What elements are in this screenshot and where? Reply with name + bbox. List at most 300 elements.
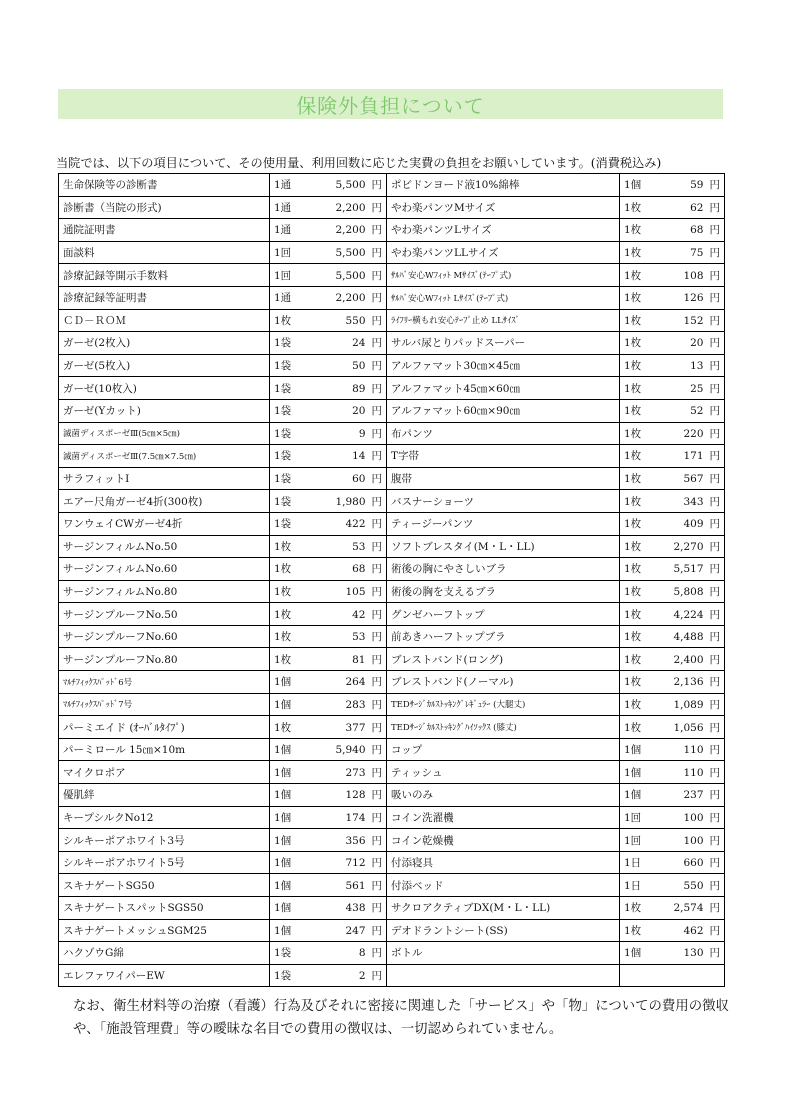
left-item-name: 面談料	[59, 241, 270, 264]
table-row	[59, 467, 725, 490]
left-item-price	[318, 490, 387, 513]
yen-label: 円	[709, 179, 720, 192]
price-value: 42	[352, 608, 366, 621]
right-item-name: ブレストバンド(ロング)	[387, 648, 620, 671]
price-value: 422	[345, 518, 366, 531]
right-item-name: TEDｻｰｼﾞｶﾙｽﾄｯｷﾝｸﾞﾊｲｿｯｸｽ (膝丈)	[387, 716, 620, 739]
price-value: 8	[358, 947, 366, 960]
price-value: 50	[352, 360, 366, 373]
table-row	[59, 897, 725, 920]
price-value: 53	[352, 540, 366, 553]
left-item-name: パーミロール 15㎝×10m	[59, 738, 270, 761]
left-item-name: スキナゲートスパットSGS50	[59, 897, 270, 920]
right-item-price	[664, 942, 725, 965]
yen-label: 円	[371, 811, 382, 824]
right-item-price	[664, 512, 725, 535]
price-value: 550	[345, 314, 366, 327]
right-item-name: ｻﾙﾊﾞ安心Wﾌｨｯﾄ Lｻｲｽﾞ(ﾃｰﾌﾟ式)	[387, 286, 620, 309]
left-item-unit: 1枚	[270, 580, 318, 603]
yen-label: 円	[709, 314, 720, 327]
yen-label: 円	[709, 811, 720, 824]
table-row	[59, 286, 725, 309]
price-value: 283	[345, 698, 366, 711]
left-item-price	[318, 603, 387, 626]
right-item-unit: 1枚	[620, 422, 664, 445]
left-item-unit: 1袋	[270, 490, 318, 513]
table-row	[59, 784, 725, 807]
right-item-unit: 1枚	[620, 671, 664, 694]
table-row	[59, 580, 725, 603]
right-item-name: ポビドンヨード液10%綿棒	[387, 174, 620, 197]
right-item-price	[664, 422, 725, 445]
right-item-name: バスナーショーツ	[387, 490, 620, 513]
right-item-unit: 1回	[620, 829, 664, 852]
left-item-name: 生命保険等の診断書	[59, 174, 270, 197]
left-item-unit: 1個	[270, 761, 318, 784]
left-item-name: スキナゲートメッシュSGM25	[59, 919, 270, 942]
yen-label: 円	[371, 473, 382, 486]
left-item-unit: 1個	[270, 738, 318, 761]
table-row	[59, 851, 725, 874]
right-item-name: 布パンツ	[387, 422, 620, 445]
yen-label: 円	[709, 540, 720, 553]
right-item-unit: 1枚	[620, 490, 664, 513]
left-item-name: ＣＤ－ＲＯＭ	[59, 309, 270, 332]
right-item-unit: 1個	[620, 738, 664, 761]
price-value: 14	[352, 450, 366, 463]
yen-label: 円	[709, 766, 720, 779]
left-item-name: ガーゼ(5枚入)	[59, 354, 270, 377]
right-item-name	[387, 964, 620, 987]
yen-label: 円	[709, 518, 720, 531]
right-item-name: 付添寝具	[387, 851, 620, 874]
left-item-name: サージンプルーフNo.50	[59, 603, 270, 626]
right-item-name: 前あきハーフトップブラ	[387, 625, 620, 648]
right-item-unit: 1枚	[620, 286, 664, 309]
left-item-unit: 1枚	[270, 716, 318, 739]
right-item-price	[664, 535, 725, 558]
right-item-unit: 1回	[620, 806, 664, 829]
price-value: 5,500	[335, 269, 366, 282]
yen-label: 円	[371, 902, 382, 915]
left-item-name: ワンウェイCWガーゼ4折	[59, 512, 270, 535]
price-value: 2,574	[673, 902, 704, 915]
yen-label: 円	[371, 292, 382, 305]
price-value: 2	[358, 970, 366, 983]
yen-label: 円	[371, 427, 382, 440]
left-item-price	[318, 738, 387, 761]
left-item-price	[318, 377, 387, 400]
price-value: 174	[345, 811, 366, 824]
yen-label: 円	[371, 360, 382, 373]
left-item-unit: 1枚	[270, 625, 318, 648]
price-value: 52	[690, 405, 704, 418]
yen-label: 円	[709, 473, 720, 486]
right-item-name: 吸いのみ	[387, 784, 620, 807]
left-item-name: ガーゼ(Yカット)	[59, 399, 270, 422]
table-row	[59, 919, 725, 942]
right-item-price	[664, 851, 725, 874]
left-item-price	[318, 580, 387, 603]
yen-label: 円	[371, 540, 382, 553]
right-item-name: ティッシュ	[387, 761, 620, 784]
left-item-unit: 1個	[270, 874, 318, 897]
left-item-unit: 1袋	[270, 512, 318, 535]
right-item-unit: 1枚	[620, 603, 664, 626]
price-value: 100	[683, 811, 704, 824]
right-item-name: 術後の胸にやさしいブラ	[387, 558, 620, 581]
table-row	[59, 558, 725, 581]
yen-label: 円	[371, 224, 382, 237]
yen-label: 円	[709, 405, 720, 418]
yen-label: 円	[709, 676, 720, 689]
fee-table	[58, 173, 725, 987]
right-item-name: 術後の胸を支えるブラ	[387, 580, 620, 603]
price-value: 128	[345, 789, 366, 802]
left-item-price	[318, 399, 387, 422]
table-row	[59, 829, 725, 852]
left-item-name: 優肌絆	[59, 784, 270, 807]
right-item-price	[664, 309, 725, 332]
left-item-unit: 1個	[270, 784, 318, 807]
right-item-price	[664, 784, 725, 807]
table-row	[59, 738, 725, 761]
yen-label: 円	[371, 405, 382, 418]
price-value: 220	[683, 427, 704, 440]
price-value: 712	[345, 857, 366, 870]
left-item-price	[318, 535, 387, 558]
left-item-unit: 1個	[270, 829, 318, 852]
right-item-price	[664, 738, 725, 761]
yen-label: 円	[709, 450, 720, 463]
left-item-unit: 1個	[270, 671, 318, 694]
price-value: 130	[683, 947, 704, 960]
right-item-unit: 1枚	[620, 648, 664, 671]
price-value: 9	[358, 427, 366, 440]
table-row	[59, 309, 725, 332]
right-item-price	[664, 874, 725, 897]
right-item-unit: 1枚	[620, 354, 664, 377]
right-item-unit: 1個	[620, 784, 664, 807]
intro-text: 当院では、以下の項目について、その使用量、利用回数に応じた実費の負担をお願いしています。(消費税込み)	[56, 156, 662, 170]
yen-label: 円	[709, 879, 720, 892]
yen-label: 円	[371, 495, 382, 508]
right-item-price	[664, 716, 725, 739]
price-value: 2,200	[335, 292, 366, 305]
price-value: 1,089	[673, 698, 704, 711]
left-item-unit: 1枚	[270, 603, 318, 626]
right-item-unit: 1枚	[620, 219, 664, 242]
left-item-name: スキナゲートSG50	[59, 874, 270, 897]
right-item-name: ﾗｲﾌﾘｰ横もれ安心ﾃｰﾌﾟ止め LLｻｲｽﾞ	[387, 309, 620, 332]
yen-label: 円	[709, 224, 720, 237]
table-row	[59, 625, 725, 648]
right-item-unit: 1枚	[620, 512, 664, 535]
yen-label: 円	[709, 201, 720, 214]
table-row	[59, 964, 725, 987]
yen-label: 円	[371, 766, 382, 779]
price-value: 660	[683, 857, 704, 870]
right-item-name: ボトル	[387, 942, 620, 965]
yen-label: 円	[371, 382, 382, 395]
right-item-price	[664, 490, 725, 513]
table-row	[59, 671, 725, 694]
left-item-price	[318, 558, 387, 581]
price-value: 5,808	[673, 585, 704, 598]
yen-label: 円	[371, 970, 382, 983]
left-item-name: ガーゼ(2枚入)	[59, 332, 270, 355]
left-item-unit: 1枚	[270, 309, 318, 332]
yen-label: 円	[709, 744, 720, 757]
right-item-name: TEDｻｰｼﾞｶﾙｽﾄｯｷﾝｸﾞﾚｷﾞｭﾗｰ (大腿丈)	[387, 693, 620, 716]
yen-label: 円	[709, 608, 720, 621]
right-item-price	[664, 354, 725, 377]
left-item-price	[318, 467, 387, 490]
right-item-unit: 1枚	[620, 309, 664, 332]
yen-label: 円	[709, 292, 720, 305]
left-item-unit: 1枚	[270, 535, 318, 558]
left-item-price	[318, 264, 387, 287]
yen-label: 円	[371, 608, 382, 621]
left-item-unit: 1袋	[270, 422, 318, 445]
right-item-name: コイン洗濯機	[387, 806, 620, 829]
left-item-price	[318, 354, 387, 377]
right-item-price	[664, 829, 725, 852]
yen-label: 円	[371, 518, 382, 531]
left-item-unit: 1個	[270, 693, 318, 716]
price-value: 105	[345, 585, 366, 598]
page-title: 保険外負担について	[296, 93, 485, 118]
right-item-unit: 1枚	[620, 716, 664, 739]
left-item-price	[318, 286, 387, 309]
left-item-name: サラフィットⅠ	[59, 467, 270, 490]
table-row	[59, 422, 725, 445]
price-value: 171	[683, 450, 704, 463]
left-item-name: サージンフィルムNo.50	[59, 535, 270, 558]
price-value: 561	[345, 879, 366, 892]
yen-label: 円	[709, 653, 720, 666]
yen-label: 円	[709, 427, 720, 440]
table-row	[59, 377, 725, 400]
left-item-price	[318, 219, 387, 242]
left-item-name: ハクゾウG綿	[59, 942, 270, 965]
left-item-price	[318, 648, 387, 671]
right-item-unit: 1個	[620, 174, 664, 197]
left-item-name: キープシルクNo12	[59, 806, 270, 829]
price-value: 356	[345, 834, 366, 847]
right-item-price	[664, 241, 725, 264]
right-item-price	[664, 806, 725, 829]
left-item-unit: 1通	[270, 219, 318, 242]
price-value: 2,400	[673, 653, 704, 666]
yen-label: 円	[709, 495, 720, 508]
left-item-unit: 1通	[270, 196, 318, 219]
yen-label: 円	[709, 857, 720, 870]
right-item-price	[664, 897, 725, 920]
left-item-unit: 1袋	[270, 332, 318, 355]
right-item-unit: 1枚	[620, 897, 664, 920]
yen-label: 円	[371, 879, 382, 892]
price-value: 462	[683, 924, 704, 937]
right-item-name: コイン乾燥機	[387, 829, 620, 852]
right-item-price	[664, 671, 725, 694]
price-value: 273	[345, 766, 366, 779]
left-item-unit: 1袋	[270, 399, 318, 422]
left-item-name: シルキーポアホワイト5号	[59, 851, 270, 874]
table-row	[59, 399, 725, 422]
left-item-price	[318, 241, 387, 264]
right-item-name: ソフトブレスタイ(M・L・LL)	[387, 535, 620, 558]
left-item-unit: 1個	[270, 919, 318, 942]
right-item-unit: 1枚	[620, 264, 664, 287]
yen-label: 円	[709, 902, 720, 915]
yen-label: 円	[371, 744, 382, 757]
left-item-price	[318, 422, 387, 445]
yen-label: 円	[371, 676, 382, 689]
yen-label: 円	[371, 450, 382, 463]
left-item-name: サージンプルーフNo.60	[59, 625, 270, 648]
price-value: 68	[352, 563, 366, 576]
title-banner	[58, 89, 723, 119]
right-item-price	[664, 964, 725, 987]
left-item-name: サージンフィルムNo.80	[59, 580, 270, 603]
left-item-unit: 1通	[270, 286, 318, 309]
price-value: 20	[690, 337, 704, 350]
right-item-unit: 1日	[620, 874, 664, 897]
left-item-unit: 1袋	[270, 467, 318, 490]
right-item-name: やわ楽パンツMサイズ	[387, 196, 620, 219]
right-item-price	[664, 467, 725, 490]
left-item-price	[318, 919, 387, 942]
left-item-name: マイクロポア	[59, 761, 270, 784]
left-item-price	[318, 784, 387, 807]
left-item-name: 滅菌ディスポーゼⅢ(5㎝×5㎝)	[59, 422, 270, 445]
right-item-price	[664, 580, 725, 603]
right-item-price	[664, 399, 725, 422]
price-value: 81	[352, 653, 366, 666]
price-value: 1,980	[335, 495, 366, 508]
price-value: 4,488	[673, 631, 704, 644]
table-row	[59, 942, 725, 965]
table-row	[59, 196, 725, 219]
right-item-unit: 1枚	[620, 558, 664, 581]
left-item-unit: 1袋	[270, 445, 318, 468]
table-row	[59, 445, 725, 468]
right-item-name: やわ楽パンツLLサイズ	[387, 241, 620, 264]
left-item-price	[318, 806, 387, 829]
left-item-price	[318, 761, 387, 784]
right-item-unit: 1枚	[620, 241, 664, 264]
right-item-unit: 1枚	[620, 625, 664, 648]
price-value: 550	[683, 879, 704, 892]
price-value: 60	[352, 473, 366, 486]
right-item-price	[664, 286, 725, 309]
left-item-price	[318, 512, 387, 535]
yen-label: 円	[371, 563, 382, 576]
left-item-name: エレファワイパーEW	[59, 964, 270, 987]
right-item-name: アルファマット60㎝×90㎝	[387, 399, 620, 422]
yen-label: 円	[371, 653, 382, 666]
yen-label: 円	[709, 337, 720, 350]
yen-label: 円	[371, 247, 382, 260]
right-item-unit: 1枚	[620, 467, 664, 490]
left-item-unit: 1袋	[270, 377, 318, 400]
table-row	[59, 535, 725, 558]
right-item-price	[664, 693, 725, 716]
left-item-name: 診断書（当院の形式)	[59, 196, 270, 219]
left-item-price	[318, 942, 387, 965]
right-item-price	[664, 332, 725, 355]
right-item-price	[664, 445, 725, 468]
price-value: 2,136	[673, 676, 704, 689]
yen-label: 円	[371, 947, 382, 960]
right-item-unit: 1枚	[620, 377, 664, 400]
yen-label: 円	[371, 337, 382, 350]
price-value: 100	[683, 834, 704, 847]
right-item-price	[664, 625, 725, 648]
yen-label: 円	[371, 631, 382, 644]
price-value: 59	[690, 179, 704, 192]
yen-label: 円	[709, 360, 720, 373]
left-item-name: 診療記録等証明書	[59, 286, 270, 309]
yen-label: 円	[709, 789, 720, 802]
price-value: 24	[352, 337, 366, 350]
right-item-unit: 1枚	[620, 332, 664, 355]
yen-label: 円	[709, 585, 720, 598]
price-value: 1,056	[673, 721, 704, 734]
right-item-name: コップ	[387, 738, 620, 761]
price-value: 13	[690, 360, 704, 373]
price-value: 438	[345, 902, 366, 915]
price-value: 5,500	[335, 179, 366, 192]
yen-label: 円	[709, 247, 720, 260]
right-item-price	[664, 558, 725, 581]
table-row	[59, 874, 725, 897]
price-value: 567	[683, 473, 704, 486]
right-item-price	[664, 648, 725, 671]
right-item-unit: 1日	[620, 851, 664, 874]
left-item-price	[318, 693, 387, 716]
yen-label: 円	[371, 201, 382, 214]
left-item-unit: 1袋	[270, 942, 318, 965]
left-item-unit: 1通	[270, 174, 318, 197]
right-item-unit: 1枚	[620, 535, 664, 558]
left-item-unit: 1袋	[270, 964, 318, 987]
left-item-name: 診療記録等開示手数料	[59, 264, 270, 287]
right-item-name: グンゼハーフトップ	[387, 603, 620, 626]
left-item-price	[318, 897, 387, 920]
left-item-name: 滅菌ディスポーゼⅢ(7.5㎝×7.5㎝)	[59, 445, 270, 468]
yen-label: 円	[709, 721, 720, 734]
left-item-price	[318, 716, 387, 739]
table-row	[59, 332, 725, 355]
price-value: 20	[352, 405, 366, 418]
right-item-unit: 1枚	[620, 196, 664, 219]
left-item-unit: 1個	[270, 851, 318, 874]
right-item-name: デオドラントシート(SS)	[387, 919, 620, 942]
right-item-name: 腹帯	[387, 467, 620, 490]
price-value: 5,517	[673, 563, 704, 576]
right-item-name: アルファマット30㎝×45㎝	[387, 354, 620, 377]
table-row	[59, 219, 725, 242]
price-value: 247	[345, 924, 366, 937]
left-item-unit: 1個	[270, 897, 318, 920]
yen-label: 円	[371, 924, 382, 937]
price-value: 53	[352, 631, 366, 644]
price-value: 264	[345, 676, 366, 689]
right-item-unit	[620, 964, 664, 987]
yen-label: 円	[371, 789, 382, 802]
